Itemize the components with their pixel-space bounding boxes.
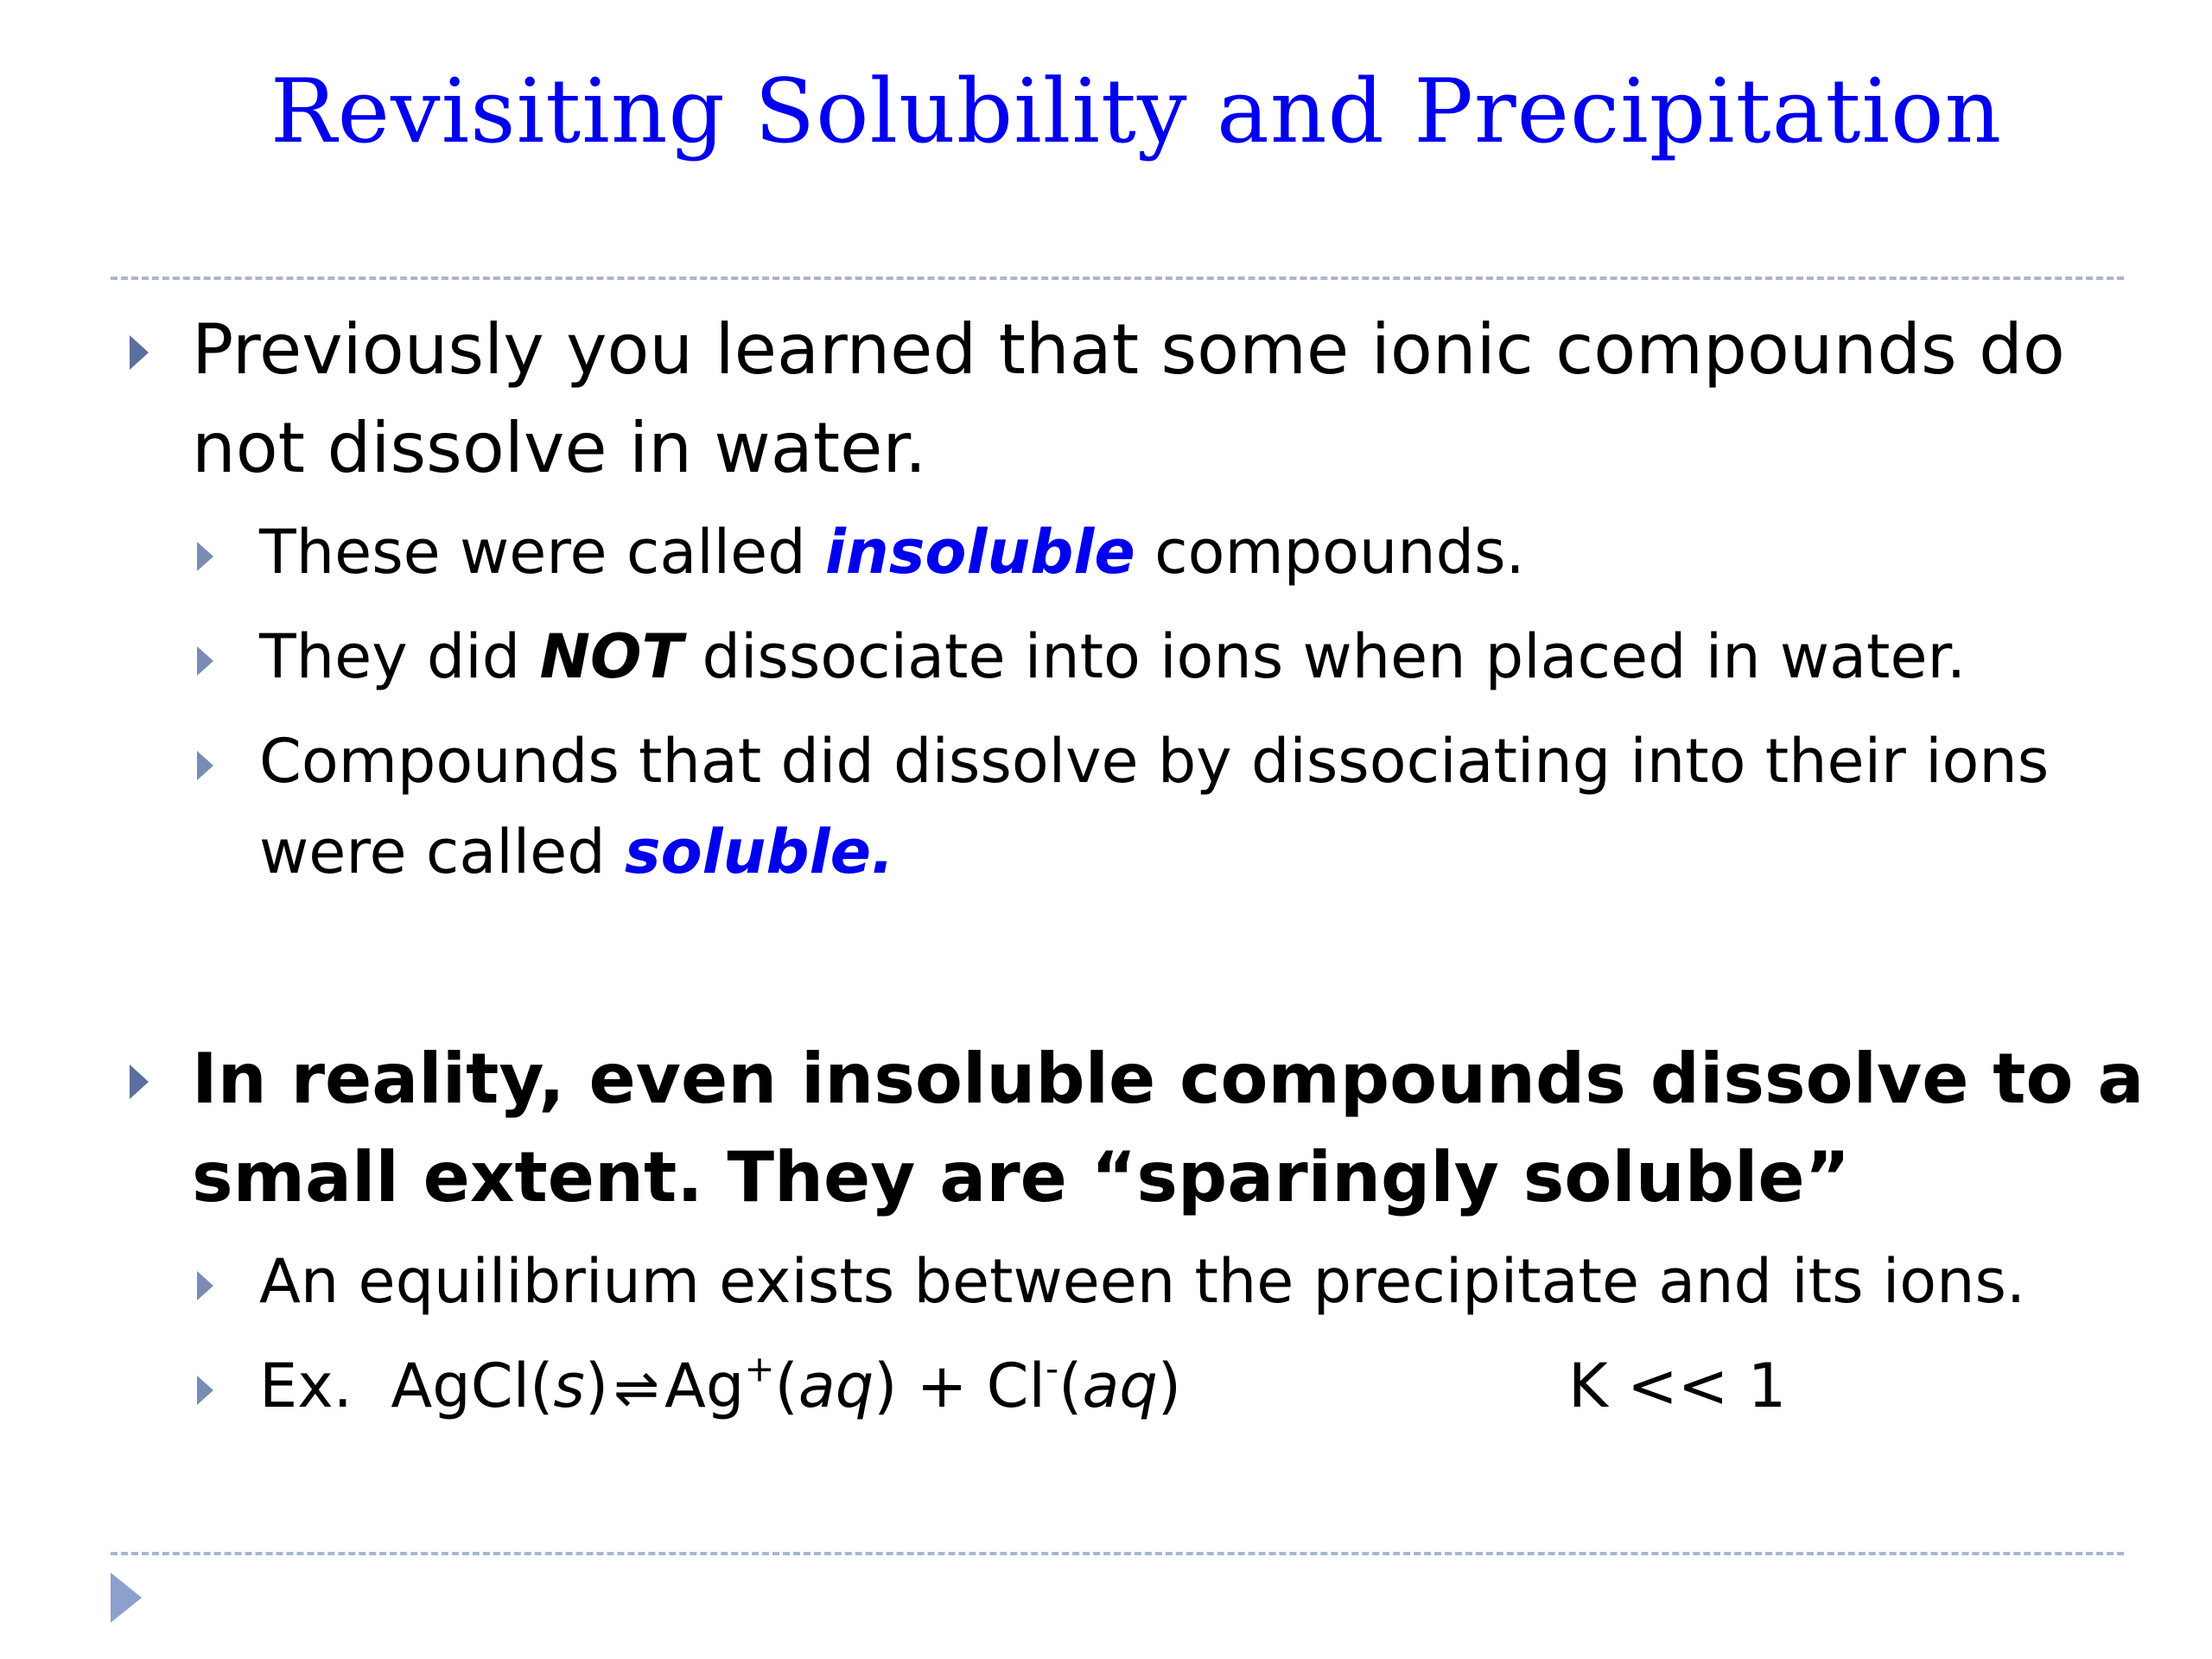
sub-bullet-text: dissociate into ions when placed in water.	[683, 621, 1967, 692]
reactant	[391, 1351, 608, 1421]
product-1-state: aq	[798, 1351, 874, 1421]
product-1-charge: +	[744, 1347, 775, 1390]
sub-bullet-text: were called	[259, 817, 625, 887]
product-1-close: )	[874, 1351, 898, 1421]
reactant-state: s	[553, 1351, 585, 1421]
product-2-close: )	[1157, 1351, 1182, 1421]
example-label: Ex.	[259, 1351, 353, 1421]
sub-bullet-arrow-icon	[197, 646, 213, 676]
product-1-formula: Ag	[664, 1351, 745, 1421]
equilibrium-example	[259, 1347, 1182, 1421]
slide-title: Revisiting Solubility and Precipitation	[270, 60, 2003, 163]
sub-bullet-arrow-icon	[197, 542, 213, 571]
equilibrium-arrow-icon: ⇌	[613, 1357, 659, 1420]
reactant-formula: AgCl(	[391, 1351, 554, 1421]
sub-bullet-text: They did	[259, 621, 540, 692]
sub-bullet-arrow-icon	[197, 1376, 213, 1405]
bottom-divider	[111, 1552, 2124, 1555]
sub-bullet-insoluble	[259, 517, 1525, 588]
sub-bullet-equilibrium: An equilibrium exists between the precipitate and its ions.	[259, 1246, 2026, 1317]
plus-sign: +	[897, 1351, 987, 1421]
term-not: NOT	[539, 621, 683, 692]
term-insoluble: insoluble	[824, 517, 1135, 588]
slide-corner-arrow-icon	[111, 1573, 142, 1623]
bullet-2-line-1: In reality, even insoluble compounds dissolve to a	[192, 1039, 2145, 1119]
product-2	[986, 1347, 1182, 1421]
reactant-close: )	[584, 1351, 609, 1421]
bullet-arrow-icon	[130, 335, 149, 370]
sub-bullet-soluble-line-2	[259, 817, 894, 887]
equilibrium-constant: K << 1	[1568, 1351, 1787, 1421]
sub-bullet-text: These were called	[259, 517, 825, 588]
sub-bullet-arrow-icon	[197, 751, 213, 780]
term-soluble: soluble.	[624, 817, 894, 887]
product-2-charge: -	[1045, 1347, 1059, 1390]
sub-bullet-not-dissociate	[259, 621, 1966, 692]
bullet-arrow-icon	[130, 1065, 149, 1099]
bullet-1-line-2: not dissolve in water.	[192, 408, 927, 488]
sub-bullet-soluble-line-1: Compounds that did dissolve by dissociating into their ions	[259, 726, 2050, 797]
product-2-state: aq	[1082, 1351, 1158, 1421]
product-1-open: (	[774, 1351, 798, 1421]
product-2-open: (	[1058, 1351, 1083, 1421]
sub-bullet-text: compounds.	[1135, 517, 1525, 588]
product-2-formula: Cl	[986, 1351, 1046, 1421]
sub-bullet-arrow-icon	[197, 1271, 213, 1300]
top-divider	[111, 276, 2124, 280]
bullet-2-line-2: small extent. They are “sparingly soluble”	[192, 1137, 1851, 1217]
bullet-1-line-1: Previously you learned that some ionic compounds do	[192, 309, 2065, 390]
product-1	[664, 1347, 898, 1421]
